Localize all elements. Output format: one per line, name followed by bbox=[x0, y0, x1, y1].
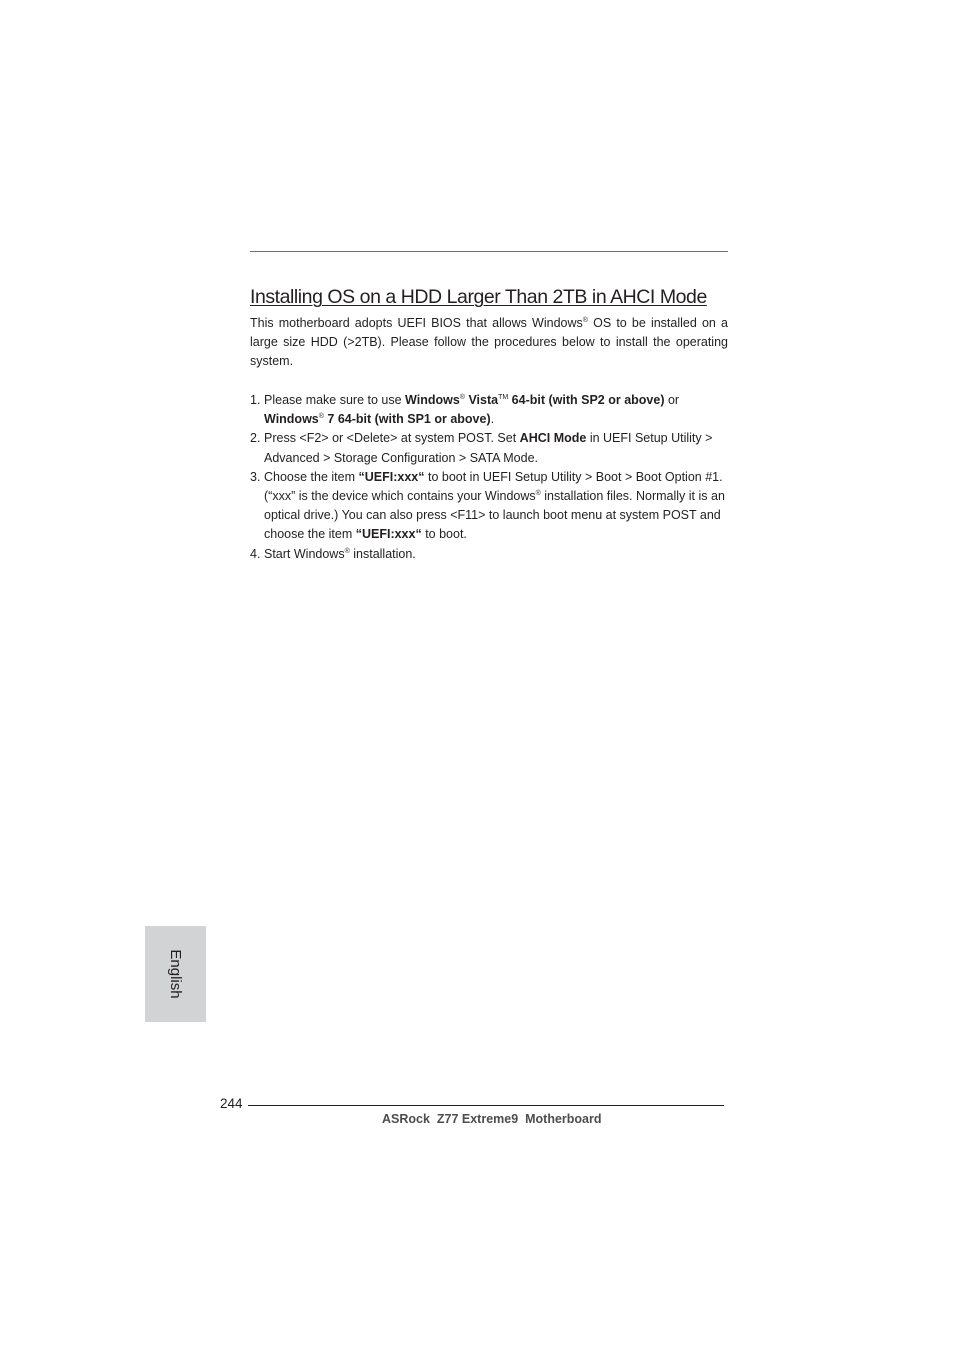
step-bold-text: “UEFI:xxx“ bbox=[355, 527, 422, 542]
step-bold-text: AHCI Mode bbox=[519, 431, 587, 446]
header-divider bbox=[250, 251, 728, 252]
registered-mark: ® bbox=[582, 317, 588, 324]
step-number: 4. bbox=[250, 546, 261, 561]
language-side-tab bbox=[145, 926, 206, 1022]
step-bold-text: Vista bbox=[464, 393, 499, 407]
step-text: in UEFI Setup Utility > Advanced > Storage Configuration > SATA Mode. bbox=[264, 431, 713, 465]
page-number: 244 bbox=[220, 1096, 243, 1111]
step-text: . bbox=[490, 412, 495, 427]
registered-mark: ® bbox=[318, 413, 324, 421]
step-bold-text: Windows bbox=[405, 393, 460, 407]
step-text: to boot. bbox=[421, 527, 467, 542]
section-title: Installing OS on a HDD Larger Than 2TB in AHCI Mode bbox=[250, 286, 707, 308]
step-text: Press <F2> or <Delete> at system POST. Set bbox=[264, 431, 520, 446]
step-text: Start Windows bbox=[264, 546, 345, 561]
footer-product-name: ASRock Z77 Extreme9 Motherboard bbox=[382, 1112, 602, 1126]
step-number: 2. bbox=[250, 431, 261, 446]
procedure-steps bbox=[250, 391, 728, 564]
language-label: English bbox=[167, 949, 184, 999]
footer-divider bbox=[248, 1105, 724, 1106]
step-item bbox=[250, 429, 728, 467]
registered-mark: ® bbox=[344, 547, 350, 555]
step-bold-text: Windows bbox=[264, 412, 319, 427]
intro-text-1: This motherboard adopts UEFI BIOS that allows Windows bbox=[250, 316, 583, 330]
intro-text-2: OS to be installed on a large size HDD (>2TB). Please follow the procedures below to install the operating system. bbox=[250, 316, 728, 369]
step-number: 3. bbox=[250, 469, 261, 484]
trademark-mark: TM bbox=[498, 394, 509, 401]
step-number: 1. bbox=[250, 393, 261, 407]
intro-paragraph bbox=[250, 314, 728, 372]
step-bold-text: 64-bit (with SP2 or above) bbox=[508, 393, 665, 407]
registered-mark: ® bbox=[535, 490, 541, 498]
step-item bbox=[250, 468, 728, 545]
step-item bbox=[250, 391, 728, 429]
step-item bbox=[250, 545, 728, 564]
step-text: to boot in UEFI Setup Utility > Boot > Boot Option #1. (“xxx” is the device which contains your Windows bbox=[264, 469, 723, 504]
step-text: Choose the item bbox=[264, 469, 359, 484]
step-text: installation. bbox=[349, 546, 416, 561]
registered-mark: ® bbox=[459, 394, 465, 401]
step-text: installation files. Normally it is an optical drive.) You can also press <F11> to launch boot menu at system POST and choose the item bbox=[264, 489, 725, 542]
step-bold-text: 7 64-bit (with SP1 or above) bbox=[323, 412, 491, 427]
step-text: or bbox=[664, 393, 680, 407]
step-text: Please make sure to use bbox=[264, 393, 406, 407]
step-bold-text: “UEFI:xxx“ bbox=[358, 469, 425, 484]
